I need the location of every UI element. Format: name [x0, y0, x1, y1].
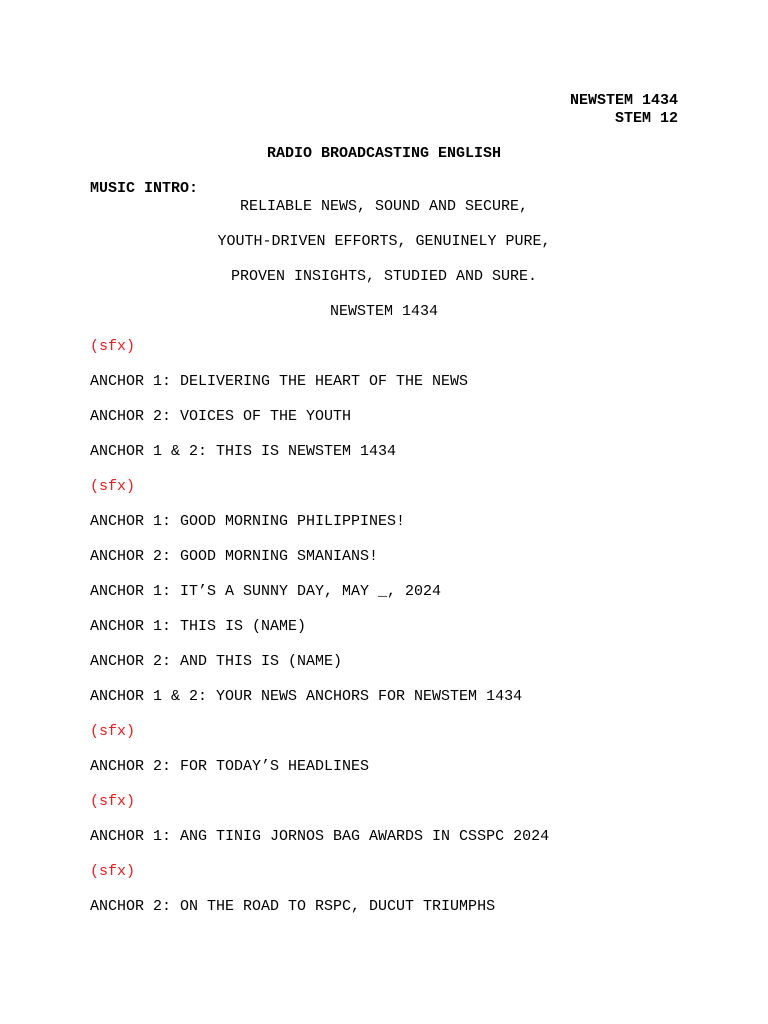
music-intro-line: RELIABLE NEWS, SOUND AND SECURE, [239, 198, 529, 215]
music-intro-line: PROVEN INSIGHTS, STUDIED AND SURE. [230, 268, 538, 285]
music-intro-label: MUSIC INTRO: [90, 180, 199, 197]
document-title: RADIO BROADCASTING ENGLISH [266, 145, 502, 162]
sfx-cue: (sfx) [90, 338, 136, 355]
sfx-cue: (sfx) [90, 793, 136, 810]
script-line: ANCHOR 2: FOR TODAY’S HEADLINES [90, 758, 370, 775]
script-line: ANCHOR 2: AND THIS IS (NAME) [90, 653, 343, 670]
script-line: ANCHOR 1 & 2: THIS IS NEWSTEM 1434 [90, 443, 397, 460]
script-line: ANCHOR 2: VOICES OF THE YOUTH [90, 408, 352, 425]
script-line: ANCHOR 1: DELIVERING THE HEART OF THE NEWS [90, 373, 469, 390]
script-line: ANCHOR 1: GOOD MORNING PHILIPPINES! [90, 513, 406, 530]
script-line: ANCHOR 1: ANG TINIG JORNOS BAG AWARDS IN CSSPC 2024 [90, 828, 550, 845]
script-line: ANCHOR 1: THIS IS (NAME) [90, 618, 307, 635]
script-line: ANCHOR 2: GOOD MORNING SMANIANS! [90, 548, 379, 565]
script-line: ANCHOR 2: ON THE ROAD TO RSPC, DUCUT TRIUMPHS [90, 898, 496, 915]
sfx-cue: (sfx) [90, 478, 136, 495]
sfx-cue: (sfx) [90, 863, 136, 880]
music-intro-line: YOUTH-DRIVEN EFFORTS, GENUINELY PURE, [217, 233, 551, 250]
sfx-cue: (sfx) [90, 723, 136, 740]
music-intro-line: NEWSTEM 1434 [329, 303, 439, 320]
header-section: STEM 12 [614, 110, 678, 127]
script-line: ANCHOR 1: IT’S A SUNNY DAY, MAY _, 2024 [90, 583, 442, 600]
header-code: NEWSTEM 1434 [569, 92, 678, 109]
script-line: ANCHOR 1 & 2: YOUR NEWS ANCHORS FOR NEWSTEM 1434 [90, 688, 523, 705]
